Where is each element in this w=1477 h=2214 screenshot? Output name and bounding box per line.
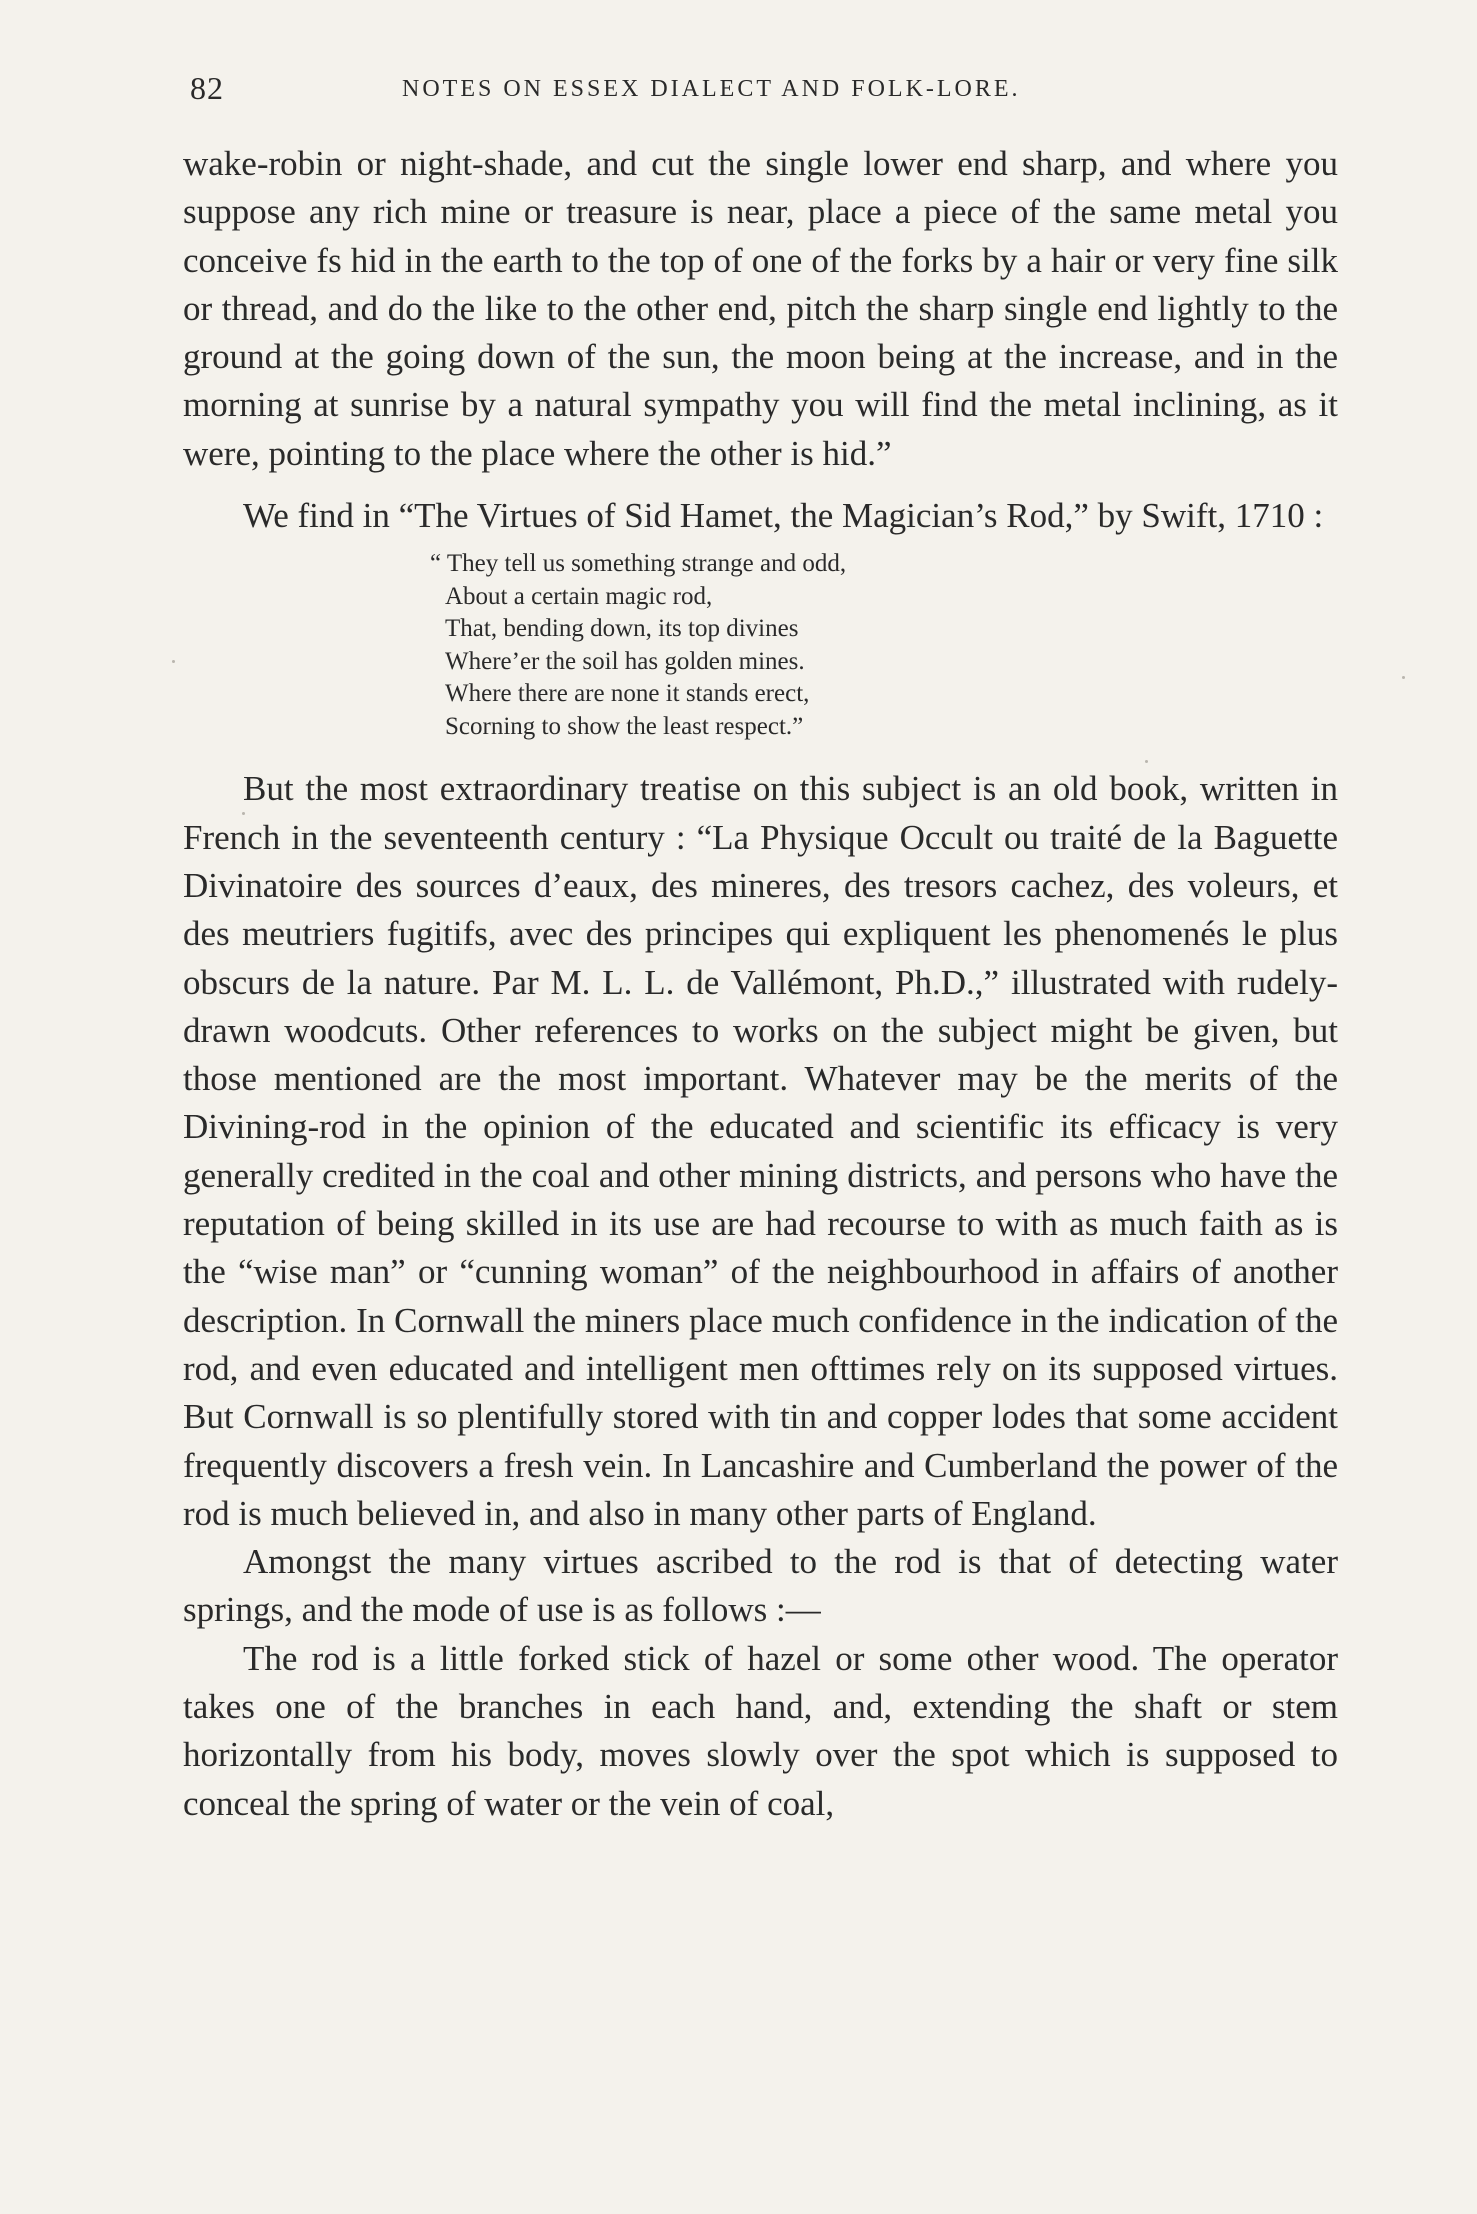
paper-speck xyxy=(242,812,245,815)
page-header xyxy=(190,60,1340,120)
poem-quotation xyxy=(430,548,1338,743)
poem-line: That, bending down, its top divines xyxy=(445,615,799,643)
paper-speck xyxy=(1402,676,1405,679)
paragraph-continued: wake-robin or night-shade, and cut the single lower end sharp, and where you suppose any rich mine or treasure is near, place a piece of the same metal you conceive fs hid in the earth to the top of one of the forks by a hair or very fine silk or thread, and do the like to the other end, pitch the sharp single end lightly to the ground at the going down of the sun, the moon being at the increase, and in the morning at sunrise by a natural sympathy you will find the metal inclining, as it were, pointing to the place where the other is hid.” xyxy=(183,144,1338,473)
paper-speck xyxy=(172,660,175,663)
poem-line: “ They tell us something strange and odd, xyxy=(430,550,847,578)
paragraph-treatise: But the most extraordinary treatise on this subject is an old book, written in French in the seventeenth century : “La Physique Occult ou traité de la Baguette Divinatoire des sources d’eaux, des mineres, des tresors cachez, des voleurs, et des meutriers fugitifs, avec des principes qui expliquent les phenomenés le plus obscurs de la nature. Par M. L. L. de Vallémont, Ph.D.,” illustrated with rudely-drawn woodcuts. Other references to works on the subject might be given, but those mentioned are the most important. Whatever may be the merits of the Divining-rod in the opinion of the educated and scientific its efficacy is very generally credited in the coal and other mining districts, and persons who have the reputation of being skilled in its use are had recourse to with as much faith as is the “wise man” or “cunning woman” of the neighbourhood in affairs of another description. In Cornwall the miners place much confidence in the indication of the rod, and even educated and intelligent men ofttimes rely on its supposed virtues. But Cornwall is so plentifully stored with tin and copper lodes that some accident frequently discovers a fresh vein. In Lancashire and Cumberland the power of the rod is much believed in, and also in many other parts of England. xyxy=(183,769,1338,1533)
poem-line: About a certain magic rod, xyxy=(445,582,713,610)
running-head: NOTES ON ESSEX DIALECT AND FOLK-LORE. xyxy=(402,76,1021,102)
paragraph-rod-description: The rod is a little forked stick of hazel or some other wood. The operator takes one of the branches in each hand, and, extending the shaft or stem horizontally from his body, moves slowly over the spot which is supposed to conceal the spring of water or the vein of coal, xyxy=(183,1638,1338,1823)
poem-line: Where’er the soil has golden mines. xyxy=(445,647,805,675)
page-number: 82 xyxy=(190,70,224,106)
paragraph-virtues: Amongst the many virtues ascribed to the rod is that of detecting water springs, and the mode of use is as follows :— xyxy=(183,1542,1338,1630)
poem-line: Where there are none it stands erect, xyxy=(445,680,810,708)
paragraph-swift-intro: We find in “The Virtues of Sid Hamet, the Magician’s Rod,” by Swift, 1710 : xyxy=(243,496,1324,536)
poem-line: Scorning to show the least respect.” xyxy=(445,712,804,740)
body-text xyxy=(183,140,1338,1828)
paper-speck xyxy=(1145,760,1148,763)
